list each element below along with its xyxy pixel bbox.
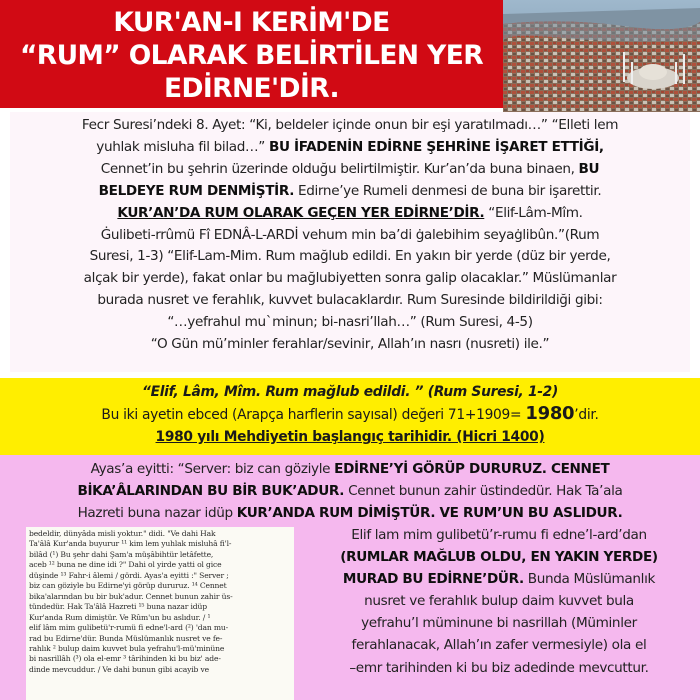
scan-line: Kur'anda Rum dimiştür. Ve Rûm'un bu aslıdur. / ¹ [29,612,211,622]
verse-quote: “Elif, Lâm, Mîm. Rum mağlub edildi. ” (Rum Suresi, 1-2) [142,384,558,400]
scan-line: bika'alarından bu bir buk'adur. Cennet bunun zahir üs- [29,591,233,601]
intro-line-1: Fecr Suresi’ndeki 8. Ayet: “Ki, beldeler içinde onun bir eşi yaratılmadı…” “Elleti lem [81,117,619,133]
ayas-line-3: Hazreti buna nazar idüp KUR’ANDA RUM DİMİŞTÜR. VE RUM’UN BU ASLIDUR. [77,505,623,521]
ebced-highlight-box [0,378,700,455]
mehdiyet-line: 1980 yılı Mehdiyetin başlangıç tarihidir. (Hicri 1400) [155,429,545,445]
intro-line-10: “…yefrahul mu`minun; bi-nasri’llah…” (Rum Suresi, 4-5) [167,314,533,331]
scan-line: düşinde ¹³ Fahr-i âlemi / gördi. Ayas'a eyitti :" Server ; [29,570,229,580]
scan-line: Ta'âlâ Kur'anda buyurur ¹¹ kim lem yuhlak misluhâ fi'l- [29,539,232,549]
explain-line-5: yefrahu’l müminune bi nasrillah (Müminler [361,615,637,632]
explain-line-3: MURAD BU EDİRNE’DÜR. Bunda Müslümanlık [342,571,656,588]
intro-line-11: “O Gün mü’minler ferahlar/sevinir, Allah’ın nasrı (nusreti) ile.” [150,336,550,353]
intro-line-3: Cennet’in bu şehrin üzerinde olduğu belirtilmiştir. Kur’an’da buna binaen, BU [100,160,600,177]
year-1980: 1980 [525,403,575,424]
title-line-3: EDİRNE'DİR. [164,72,339,104]
ayas-quote [10,458,690,524]
explain-line-7: –emr tarihinden ki bu biz adedinde mevcuttur. [349,659,649,676]
intro-line-6: Ġulibeti-rrûmü Fî EDNÂ-L-ARDİ vehum min ba’di ġalebihim seyaġlibûn.”(Rum [100,226,600,243]
ayas-line-2: BİKA’ÂLARINDAN BU BİR BUK’ADUR. Cennet bunun zahir üstindedür. Hak Ta’ala [77,483,623,499]
quote-box [0,455,700,700]
scan-line: bilâd (¹) Bu şehr dahi Şam'a müşâbihtür letâfette, [29,549,214,559]
scan-line: aceb ¹² buna ne dine idi ?" Dahi ol yirde yatti ol gice [29,560,222,570]
header [0,0,700,112]
intro-line-4: BELDEYE RUM DENMİŞTİR. Edirne’ye Rumeli denmesi de buna bir işarettir. [98,182,602,199]
city-aerial-photo [503,0,700,112]
title-line-2: “RUM” OLARAK BELİRTİLEN YER [19,39,484,71]
scan-line: tündedür. Hak Ta'âlâ Hazreti ¹⁵ buna nazar idüp [29,602,207,612]
ayas-line-1: Ayas’a eyitti: “Server: biz can göziyle EDİRNE’Yİ GÖRÜP DURURUZ. CENNET [90,461,610,477]
explain-line-4: nusret ve ferahlık bulup daim kuvvet bula [364,593,634,610]
intro-line-9: burada nusret ve ferahlık, kuvvet bulacaklardır. Rum Suresinde bildirildiği gibi: [97,292,603,309]
title-banner [0,0,503,108]
explain-line-2: (RUMLAR MAĞLUB OLDU, EN YAKIN YERDE) [340,549,658,566]
scan-line: rad bu Edirne'dür. Bunda Müslümanlık nusret ve fe- [29,633,223,643]
scan-line: rahlık ² bulup daim kuvvet bula yefrahu'l-mü'minüne [29,643,225,653]
ebced-line: Bu iki ayetin ebced (Arapça harflerin sayısal) değeri 71+1909= 1980’dir. [101,403,599,424]
scan-line: bedeldir, dünyâda misli yoktur." didi. "Ve dahi Hak [29,529,216,538]
scan-line: bi nasrillâh (³) ola el-emr ³ târihinden ki bu biz' ade- [29,654,221,664]
intro-line-7: Suresi, 1-3) “Elif-Lam-Mim. Rum mağlub edildi. En yakın bir yerde (düz bir yerde, [89,248,611,265]
scan-line: biz can göziyle bu Edirne'yi görüp dururuz. ¹⁴ Cennet [29,581,227,591]
intro-line-2: yuhlak misluha fil bilad…” BU İFADENİN EDİRNE ŞEHRİNE İŞARET ETTİĞİ, [96,138,604,155]
edirne-explanation [300,524,698,679]
explain-line-6: ferahlanacak, Allah’ın zafer vermesiyle) ola el [351,637,647,654]
book-scan-excerpt [26,527,294,700]
title-line-1: KUR'AN-I KERİM'DE [113,6,390,38]
scan-line: elif lâm mim gulibetü'r-rumü fi edne'l-ard (²) 'dan mu- [29,623,229,633]
scan-line: dinde mevcuddur. / Ve dahi bunun gibi acayib ve [29,664,209,674]
intro-line-5: KUR’AN’DA RUM OLARAK GEÇEN YER EDİRNE’DİR. “Elif-Lâm-Mîm. [117,204,583,221]
intro-paragraph [10,112,690,356]
explain-line-1: Elif lam mim gulibetü’r-rumu fi edne’l-ard’dan [351,527,647,543]
intro-text-box [10,112,690,372]
intro-line-8: alçak bir yerde), fakat onlar bu mağlubiyetten sonra galip olacaklar.” Müslümanlar [83,270,617,287]
